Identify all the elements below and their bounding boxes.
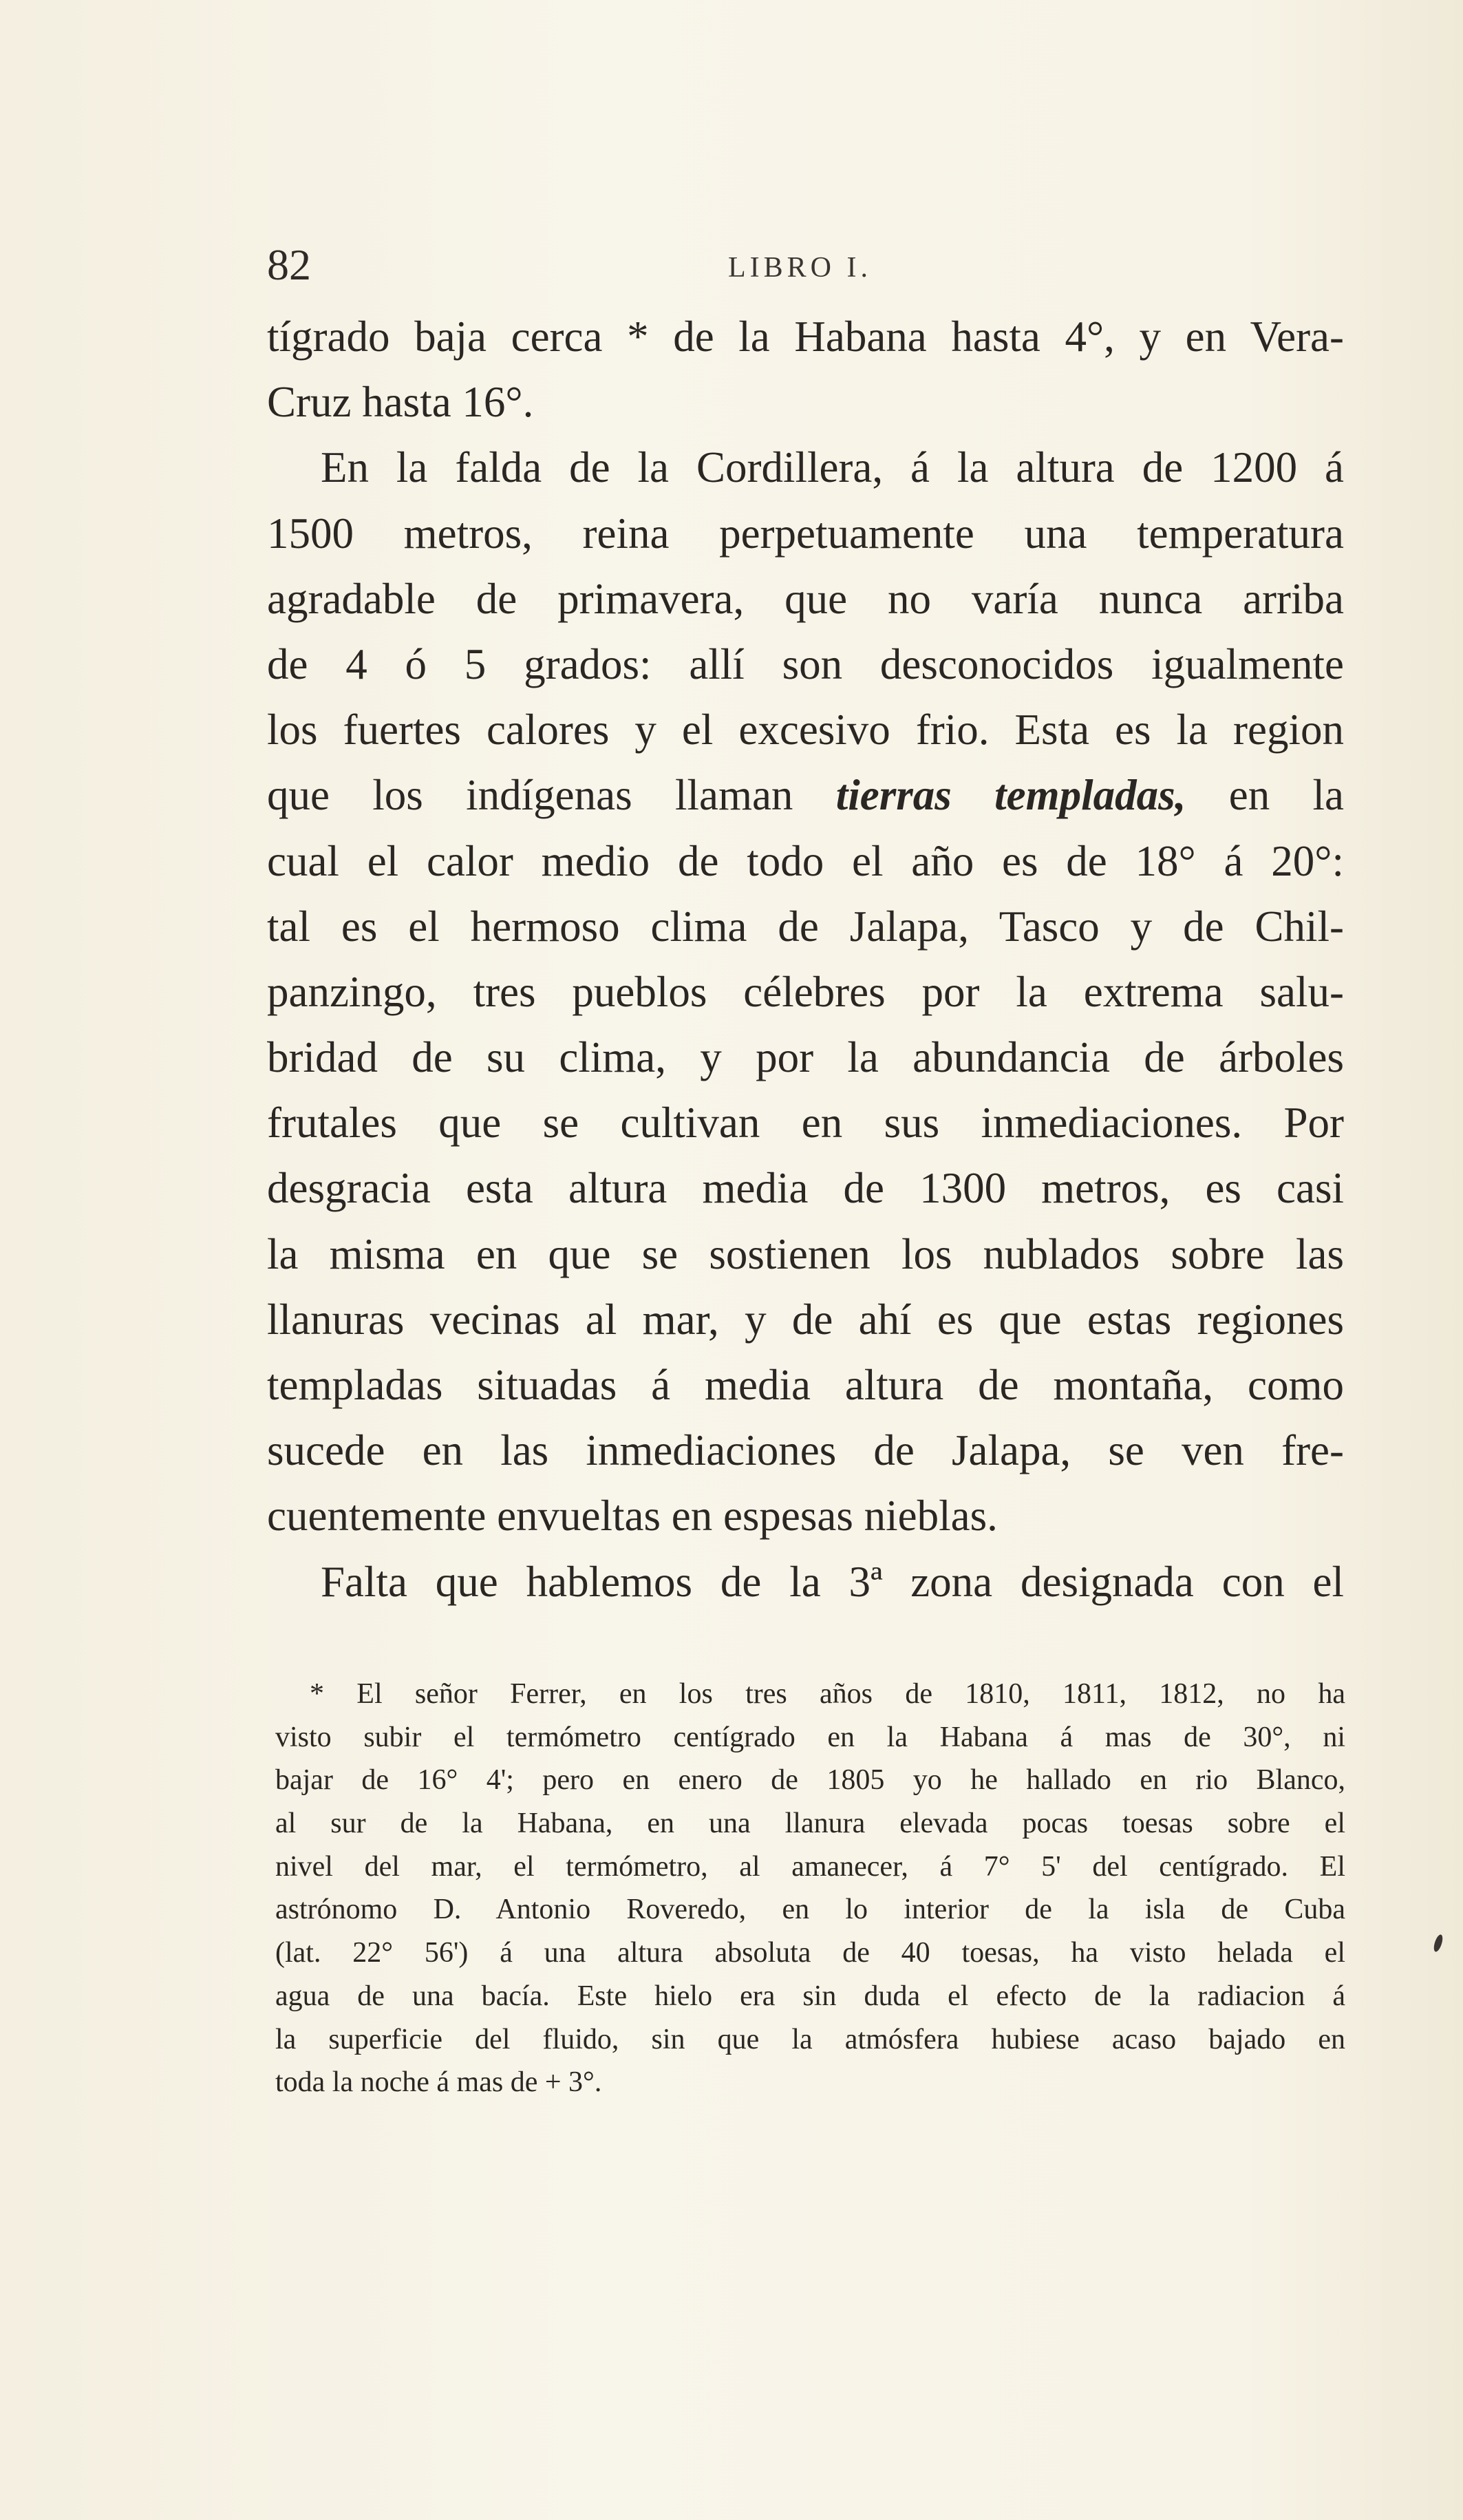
ink-smudge <box>1432 1934 1444 1953</box>
footnote-line: bajar de 16° 4'; pero en enero de 1805 yo he hallado en rio Blanco, <box>275 1764 1345 1797</box>
footnote-line: agua de una bacía. Este hielo era sin duda el efecto de la radiacion á <box>275 1980 1345 2012</box>
body-line: templadas situadas á media altura de montaña, como <box>267 1361 1344 1409</box>
body-line: cuentemente envueltas en espesas nieblas. <box>267 1492 998 1540</box>
italic-term: tierras templadas, <box>835 771 1186 820</box>
body-text <box>267 304 1344 1615</box>
footnote <box>275 1673 1345 2104</box>
footnote-line: * El señor Ferrer, en los tres años de 1810, 1811, 1812, no ha <box>310 1678 1345 1710</box>
body-line: llanuras vecinas al mar, y de ahí es que estas regiones <box>267 1295 1344 1344</box>
body-line: cual el calor medio de todo el año es de 18° á 20°: <box>267 836 1344 885</box>
body-line: de 4 ó 5 grados: allí son desconocidos igualmente <box>267 639 1344 688</box>
body-line: bridad de su clima, y por la abundancia de árboles <box>267 1033 1344 1082</box>
body-line-end: en la <box>1228 771 1345 820</box>
running-head: LIBRO I. <box>728 252 872 284</box>
body-line-start: que los indígenas llaman <box>267 771 793 820</box>
footnote-line: astrónomo D. Antonio Roveredo, en lo interior de la isla de Cuba <box>275 1894 1345 1926</box>
footnote-line: nivel del mar, el termómetro, al amanecer, á 7° 5' del centígrado. El <box>275 1850 1345 1883</box>
body-line: agradable de primavera, que no varía nunca arriba <box>267 574 1344 623</box>
body-line: desgracia esta altura media de 1300 metros, es casi <box>267 1164 1344 1213</box>
body-line: sucede en las inmediaciones de Jalapa, se ven fre- <box>267 1426 1344 1475</box>
body-line: frutales que se cultivan en sus inmediaciones. Por <box>267 1099 1344 1147</box>
body-line: 1500 metros, reina perpetuamente una temperatura <box>267 509 1344 558</box>
page-number: 82 <box>267 240 311 289</box>
body-line: los fuertes calores y el excesivo frio. Esta es la region <box>267 706 1344 754</box>
footnote-line: al sur de la Habana, en una llanura elevada pocas toesas sobre el <box>275 1808 1345 1840</box>
body-line: Falta que hablemos de la 3ª zona designada con el <box>321 1557 1344 1606</box>
body-line-with-italic <box>267 763 1344 828</box>
body-line: tígrado baja cerca * de la Habana hasta 4°, y en Vera- <box>267 313 1344 361</box>
body-line: la misma en que se sostienen los nublados sobre las <box>267 1229 1344 1278</box>
footnote-line: visto subir el termómetro centígrado en la Habana á mas de 30°, ni <box>275 1721 1345 1753</box>
body-line: tal es el hermoso clima de Jalapa, Tasco y de Chil- <box>267 902 1344 951</box>
body-line: panzingo, tres pueblos célebres por la extrema salu- <box>267 967 1344 1016</box>
page-header <box>267 234 1354 296</box>
footnote-line: la superficie del fluido, sin que la atmósfera hubiese acaso bajado en <box>275 2023 1345 2055</box>
footnote-line: (lat. 22° 56') á una altura absoluta de 40 toesas, ha visto helada el <box>275 1937 1345 1969</box>
body-line: En la falda de la Cordillera, á la altura de 1200 á <box>321 443 1344 492</box>
footnote-line: toda la noche á mas de + 3°. <box>275 2066 602 2099</box>
body-line: Cruz hasta 16°. <box>267 378 534 427</box>
